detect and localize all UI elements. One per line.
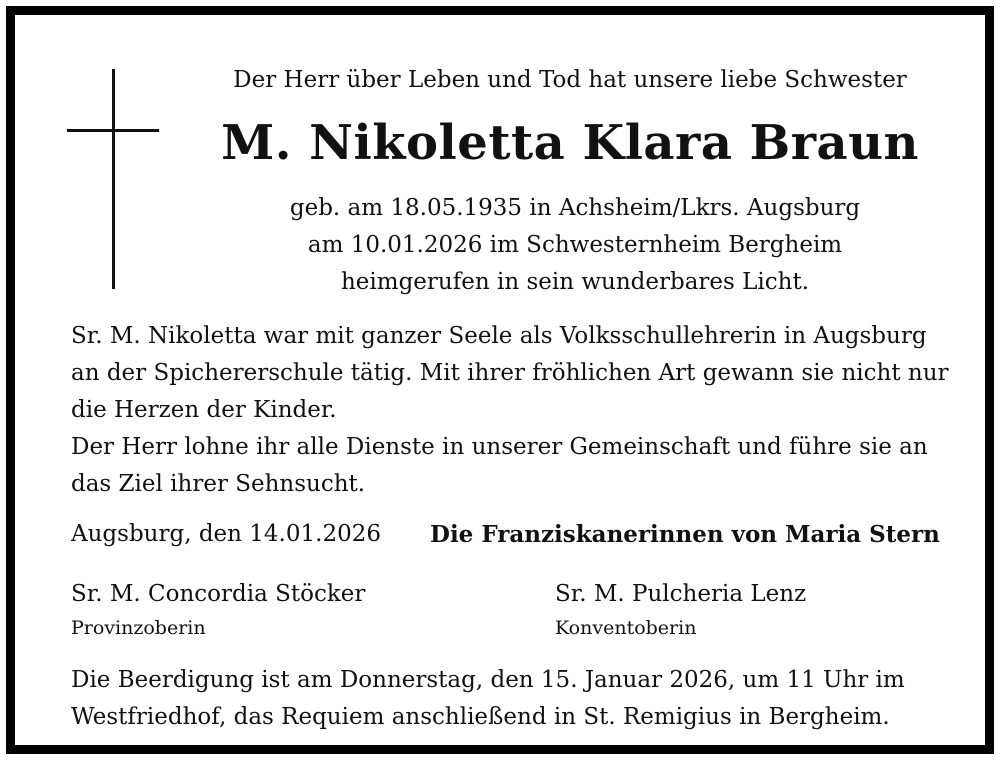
body-line: Sr. M. Nikoletta war mit ganzer Seele als Volksschullehrerin in Augsburg (71, 323, 927, 349)
signatory-role: Provinzoberin (71, 617, 206, 639)
obituary-frame (6, 6, 994, 754)
cross-vertical-bar (112, 69, 115, 289)
intro-line: Der Herr über Leben und Tod hat unsere liebe Schwester (233, 67, 907, 93)
signatory-role: Konventoberin (555, 617, 697, 639)
death-line: am 10.01.2026 im Schwesternheim Bergheim (307, 232, 843, 258)
funeral-info-line: Die Beerdigung ist am Donnerstag, den 15. Januar 2026, um 11 Uhr im (71, 667, 905, 693)
deceased-name: M. Nikoletta Klara Braun (221, 115, 919, 171)
funeral-info-line: Westfriedhof, das Requiem anschließend in St. Remigius in Bergheim. (71, 704, 890, 730)
signatory-name: Sr. M. Pulcheria Lenz (555, 581, 807, 607)
place-date: Augsburg, den 14.01.2026 (71, 521, 381, 547)
cross-horizontal-bar (67, 129, 159, 132)
body-line: das Ziel ihrer Sehnsucht. (71, 471, 366, 497)
body-line: Der Herr lohne ihr alle Dienste in unserer Gemeinschaft und führe sie an (71, 434, 928, 460)
body-line: die Herzen der Kinder. (71, 397, 337, 423)
birth-line: geb. am 18.05.1935 in Achsheim/Lkrs. Augsburg (289, 195, 861, 221)
body-line: an der Spichererschule tätig. Mit ihrer fröhlichen Art gewann sie nicht nur (71, 360, 949, 386)
organization-name: Die Franziskanerinnen von Maria Stern (430, 521, 940, 548)
signatory-name: Sr. M. Concordia Stöcker (71, 581, 366, 607)
called-home-line: heimgerufen in sein wunderbares Licht. (340, 269, 810, 295)
